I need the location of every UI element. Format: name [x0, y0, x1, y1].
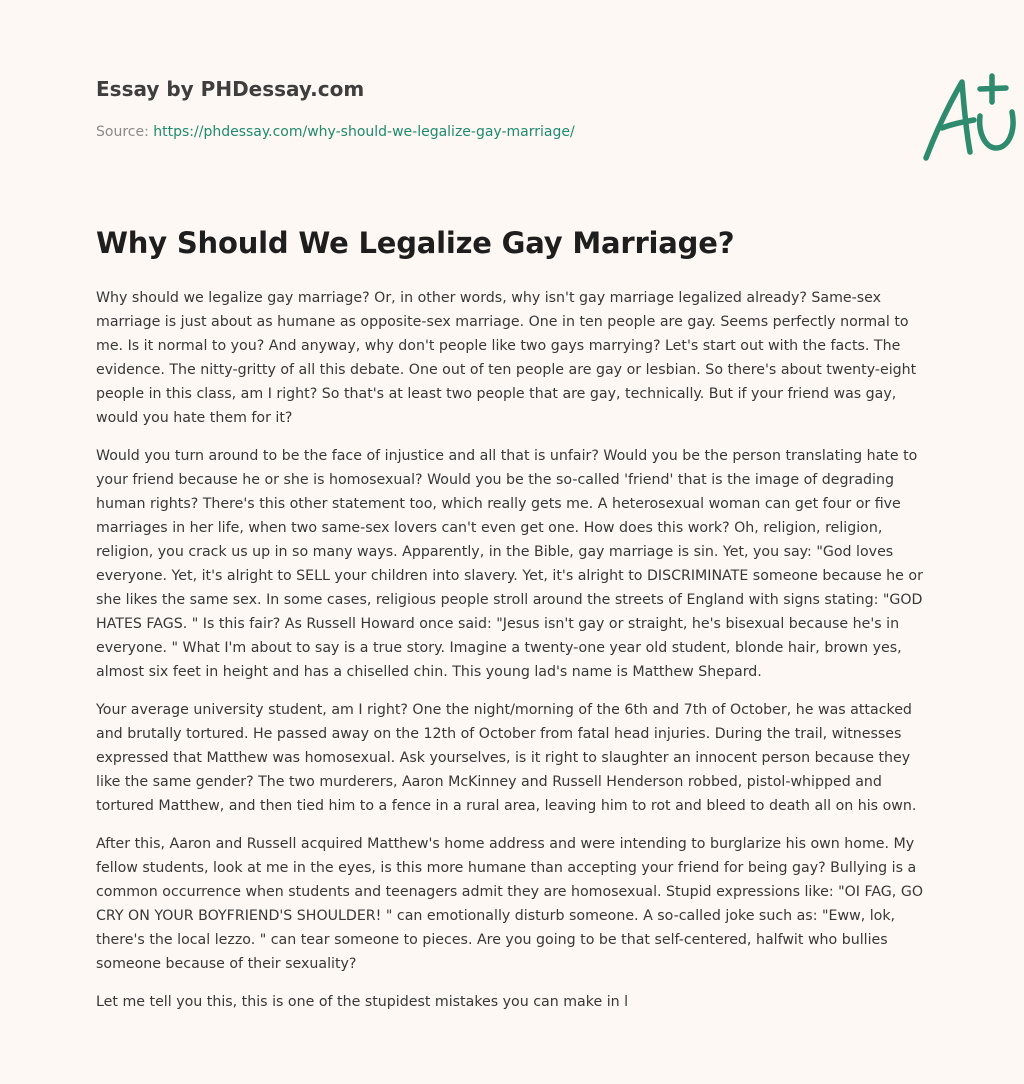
brand-title: Essay by PHDessay.com — [96, 77, 365, 101]
page-title: Why Should We Legalize Gay Marriage? — [96, 226, 735, 260]
essay-body — [96, 286, 928, 1028]
source-line — [96, 124, 575, 140]
a-plus-icon — [918, 68, 1024, 164]
essay-paragraph-4: After this, Aaron and Russell acquired Matthew's home address and were intending to burglarize his own home. My fellow students, look at me in the eyes, is this more humane than accepting your friend for being gay? Bullying is a common occurrence when students and teenagers admit they are homosexual. Stupid expressions like: "OI FAG, GO CRY ON YOUR BOYFRIEND'S SHOULDER! " can emotionally disturb someone. A so-called joke such as: "Eww, lok, there's the local lezzo. " can tear someone to pieces. Are you going to be that self-centered, halfwit who bullies someone because of their sexuality? — [96, 836, 923, 972]
source-label: Source: — [96, 124, 149, 140]
source-link[interactable]: https://phdessay.com/why-should-we-legalize-gay-marriage/ — [153, 124, 575, 140]
essay-paragraph-3: Your average university student, am I right? One the night/morning of the 6th and 7th of October, he was attacked and brutally tortured. He passed away on the 12th of October from fatal head injuries. During the trail, witnesses expressed that Matthew was homosexual. Ask yourselves, is it right to slaughter an innocent person because they like the same gender? The two murderers, Aaron McKinney and Russell Henderson robbed, pistol-whipped and tortured Matthew, and then tied him to a fence in a rural area, leaving him to rot and bleed to death all on his own. — [96, 702, 917, 814]
essay-paragraph-1: Why should we legalize gay marriage? Or, in other words, why isn't gay marriage legalized already? Same-sex marriage is just about as humane as opposite-sex marriage. One in ten people are gay. Seems perfectly normal to me. Is it normal to you? And anyway, why don't people like two gays marrying? Let's start out with the facts. The evidence. The nitty-gritty of all this debate. One out of ten people are gay or lesbian. So there's about twenty-eight people in this class, am I right? So that's at least two people that are gay, technically. But if your friend was gay, would you hate them for it? — [96, 290, 917, 426]
essay-paragraph-5: Let me tell you this, this is one of the stupidest mistakes you can make in l — [96, 994, 629, 1010]
essay-paragraph-2: Would you turn around to be the face of injustice and all that is unfair? Would you be the person translating hate to your friend because he or she is homosexual? Would you be the so-called 'friend' that is the image of degrading human rights? There's this other statement too, which really gets me. A heterosexual woman can get four or five marriages in her life, when two same-sex lovers can't even get one. How does this work? Oh, religion, religion, religion, you crack us up in so many ways. Apparently, in the Bible, gay marriage is sin. Yet, you say: "God loves everyone. Yet, it's alright to SELL your children into slavery. Yet, it's alright to DISCRIMINATE someone because he or she likes the same sex. In some cases, religious people stroll around the streets of England with signs stating: "GOD HATES FAGS. " Is this fair? As Russell Howard once said: "Jesus isn't gay or straight, he's bisexual because he's in everyone. " What I'm about to say is a true story. Imagine a twenty-one year old student, blonde hair, brown yes, almost six feet in height and has a chiselled chin. This young lad's name is Matthew Shepard. — [96, 448, 923, 680]
